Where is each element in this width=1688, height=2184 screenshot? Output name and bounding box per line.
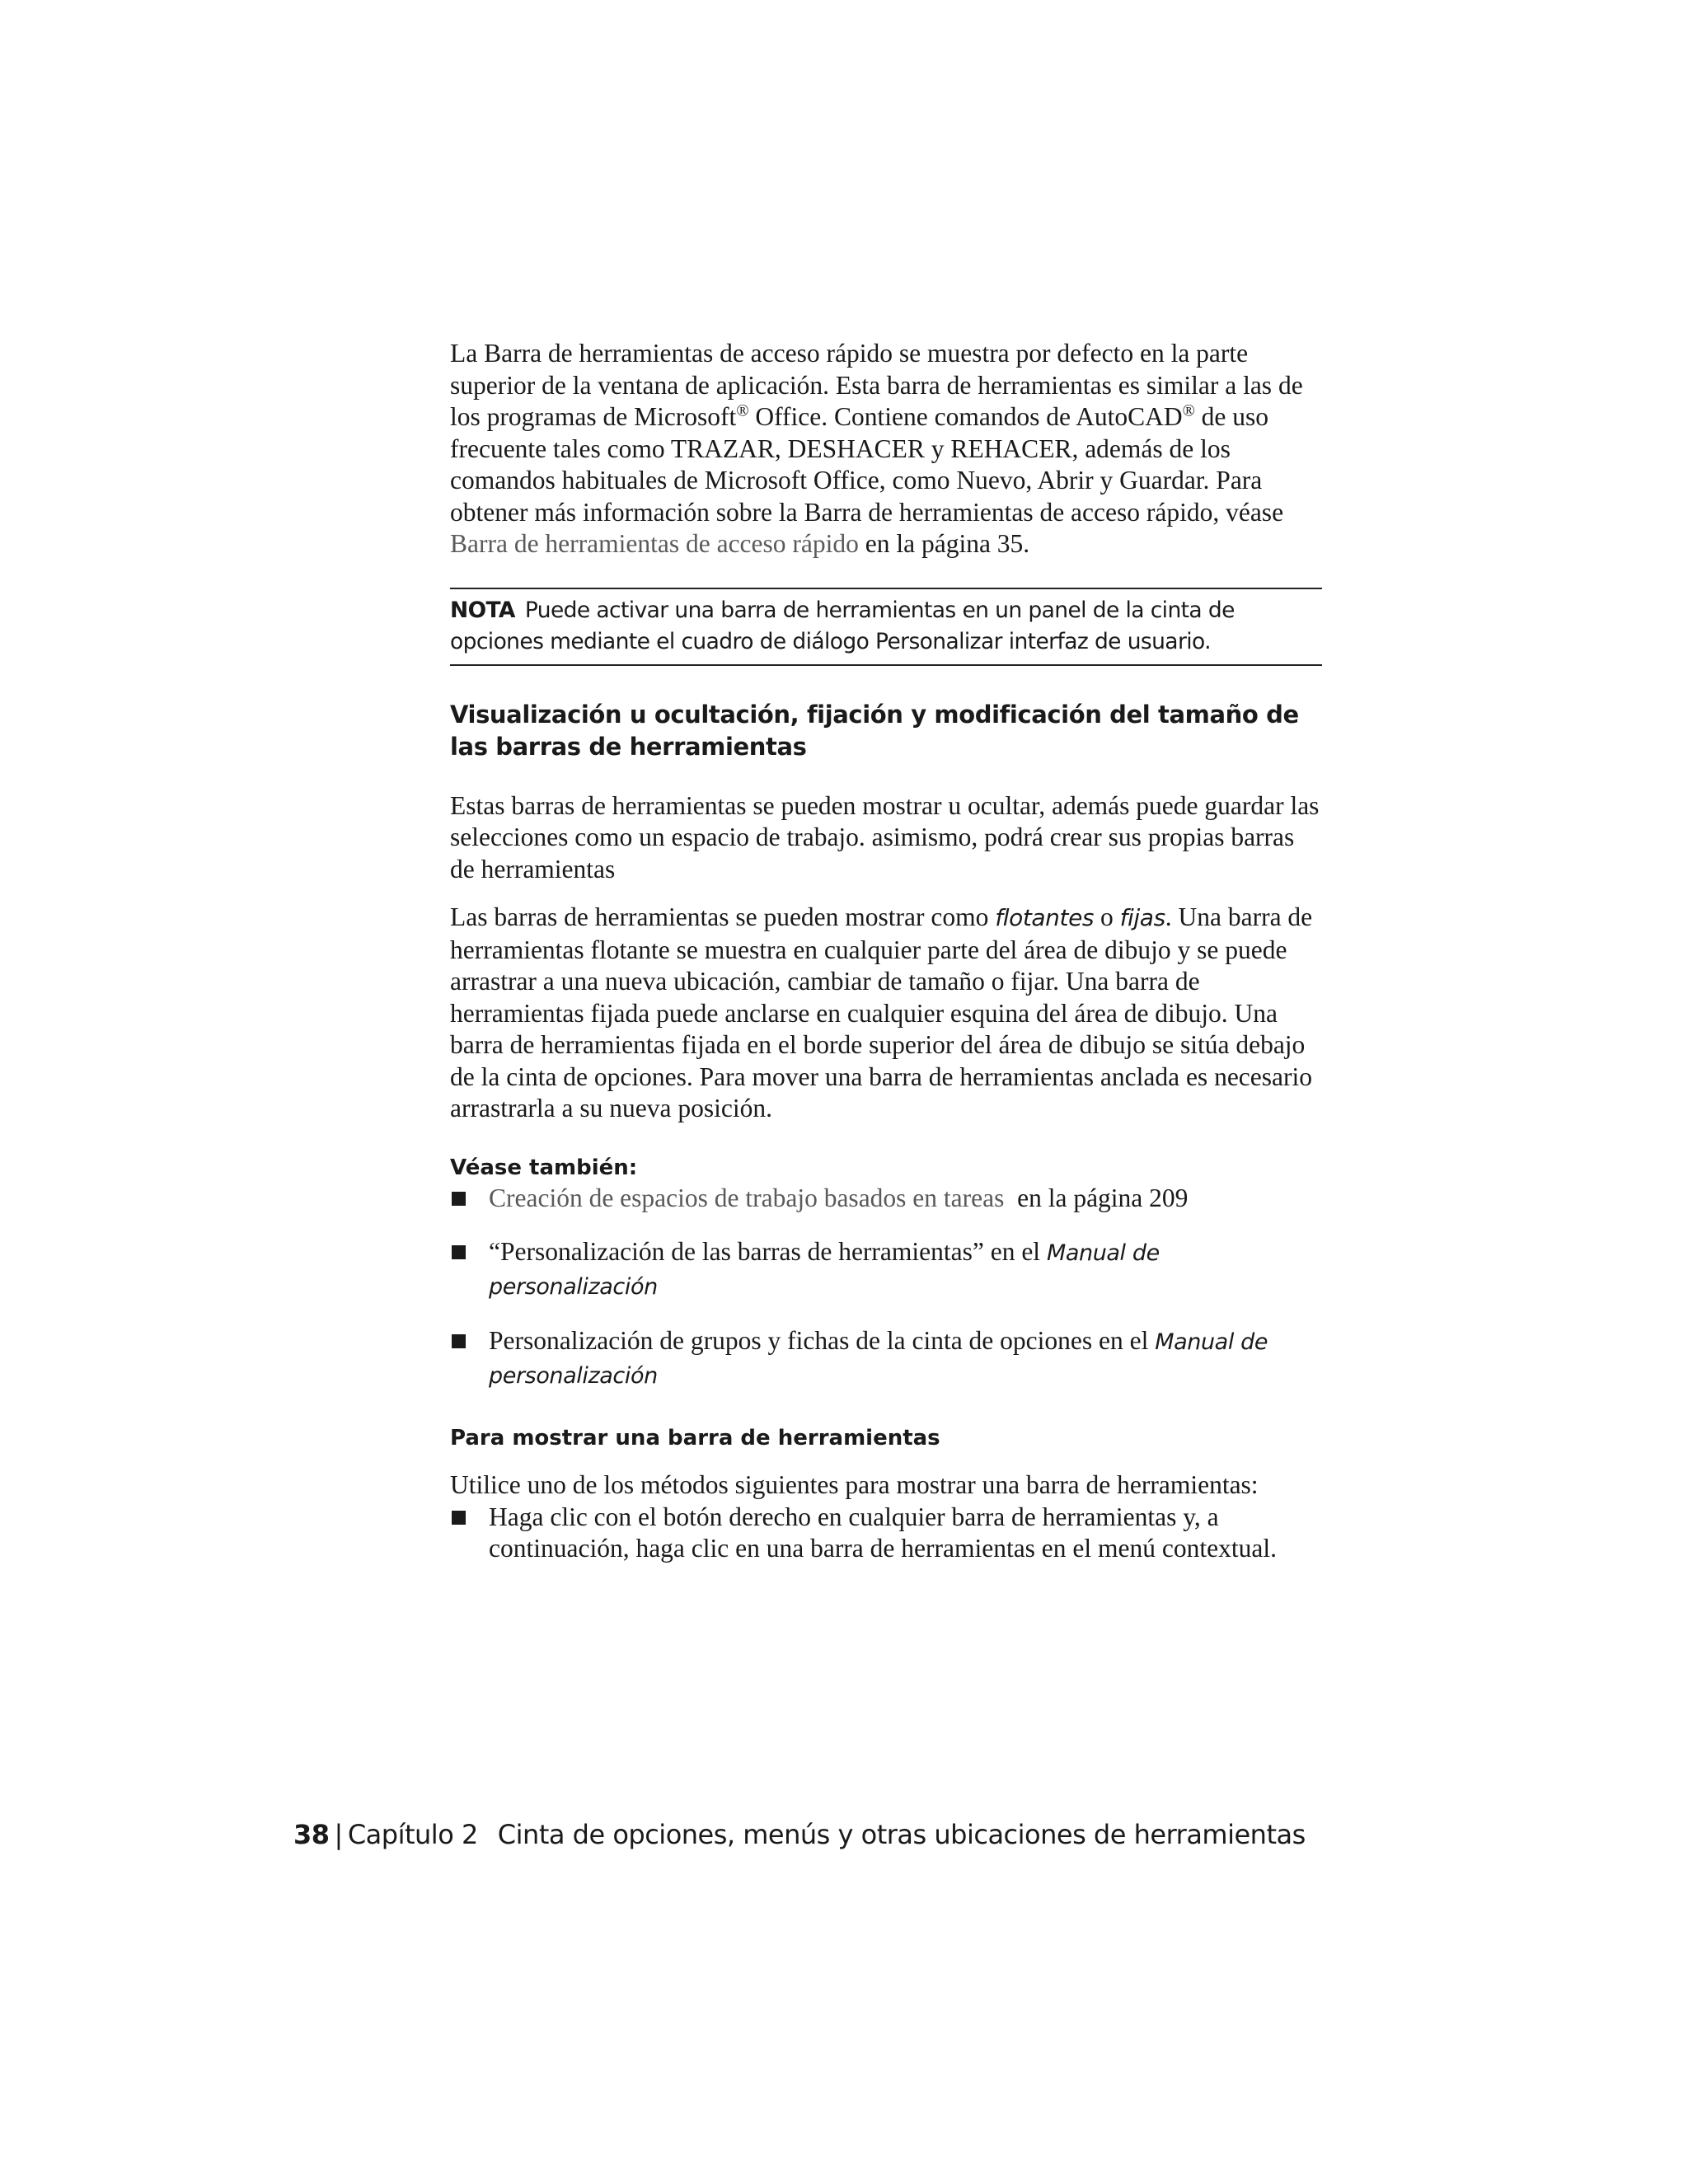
procedure-list: [450, 1502, 1322, 1565]
list-item-text: “Personalización de las barras de herramientas” en el: [489, 1237, 1047, 1266]
note-text: Puede activar una barra de herramientas en un panel de la cinta de opciones mediante el cuadro de diálogo Personalizar interfaz de usuario.: [450, 597, 1235, 654]
intro-text-1: La Barra de herramientas de acceso rápido se muestra por defecto en la parte superior de la ventana de aplicación. Esta barra de herramientas es similar a las de los programas de Microsoft: [450, 339, 1303, 431]
manual-title: Manual de personalización: [489, 1329, 1268, 1389]
cross-reference-link[interactable]: Creación de espacios de trabajo basados en tareas: [489, 1183, 1005, 1212]
paragraph: [450, 902, 1322, 1125]
page-content: [450, 338, 1322, 1565]
paragraph-text: . Una barra de herramientas flotante se muestra en cualquier parte del área de dibujo y se puede arrastrar a una nueva ubicación, cambiar de tamaño o fijar. Una barra de herramientas fijada puede anclarse en cualquier esquina del área de dibujo. Una barra de herramientas fijada en el borde superior del área de dibujo se sitúa debajo de la cinta de opciones. Para mover una barra de herramientas anclada es necesario arrastrarla a su nueva posición.: [450, 902, 1313, 1122]
list-item-text: Haga clic con el botón derecho en cualquier barra de herramientas y, a continuación, haga clic en una barra de herramientas en el menú contextual.: [489, 1502, 1277, 1563]
registered-mark: ®: [1182, 401, 1195, 420]
bullet-square-icon: [452, 1245, 466, 1259]
list-item: [450, 1183, 1322, 1215]
see-also-heading: Véase también:: [450, 1155, 638, 1180]
chapter-title: Cinta de opciones, menús y otras ubicaciones de herramientas: [497, 1819, 1306, 1850]
registered-mark: ®: [736, 401, 749, 420]
section-heading: Visualización u ocultación, fijación y modificación del tamaño de las barras de herramientas: [450, 700, 1299, 761]
paragraph-text: Las barras de herramientas se pueden mostrar como: [450, 902, 996, 931]
note-box: [450, 588, 1322, 666]
paragraph-text: o: [1094, 902, 1120, 931]
note-label: NOTA: [450, 597, 515, 623]
bullet-square-icon: [452, 1334, 466, 1348]
intro-text-2: Office. Contiene comandos de AutoCAD: [748, 402, 1183, 431]
chapter-label: Capítulo 2: [347, 1819, 478, 1850]
intro-text-tail: en la página 35.: [858, 529, 1030, 558]
intro-text-3: de uso frecuente tales como TRAZAR, DESHACER y REHACER, además de los comandos habituales de Microsoft Office, como Nuevo, Abrir y Guardar. Para obtener más información sobre la Barra de herramientas de acceso rápido, véase: [450, 402, 1284, 527]
procedure-heading: Para mostrar una barra de herramientas: [450, 1426, 940, 1451]
see-also-list: [450, 1183, 1322, 1393]
list-item-text: Personalización de grupos y fichas de la cinta de opciones en el: [489, 1326, 1156, 1355]
intro-paragraph: [450, 338, 1322, 560]
procedure-intro: Utilice uno de los métodos siguientes para mostrar una barra de herramientas:: [450, 1470, 1259, 1499]
cross-reference-link[interactable]: Barra de herramientas de acceso rápido: [450, 529, 859, 558]
paragraph: Estas barras de herramientas se pueden mostrar u ocultar, además puede guardar las selecciones como un espacio de trabajo. asimismo, podrá crear sus propias barras de herramientas: [450, 790, 1320, 883]
page-number: 38: [293, 1819, 330, 1850]
list-item-text: en la página 209: [1004, 1183, 1189, 1212]
bullet-square-icon: [452, 1192, 466, 1206]
manual-title: Manual de personalización: [489, 1240, 1160, 1300]
italic-term: fijas: [1119, 904, 1165, 931]
bullet-square-icon: [452, 1511, 466, 1525]
page-footer: [293, 1818, 1306, 1851]
italic-term: flotantes: [995, 904, 1095, 931]
list-item: [450, 1502, 1322, 1565]
list-item: [450, 1325, 1322, 1392]
footer-separator: |: [334, 1819, 343, 1850]
list-item: [450, 1236, 1322, 1303]
